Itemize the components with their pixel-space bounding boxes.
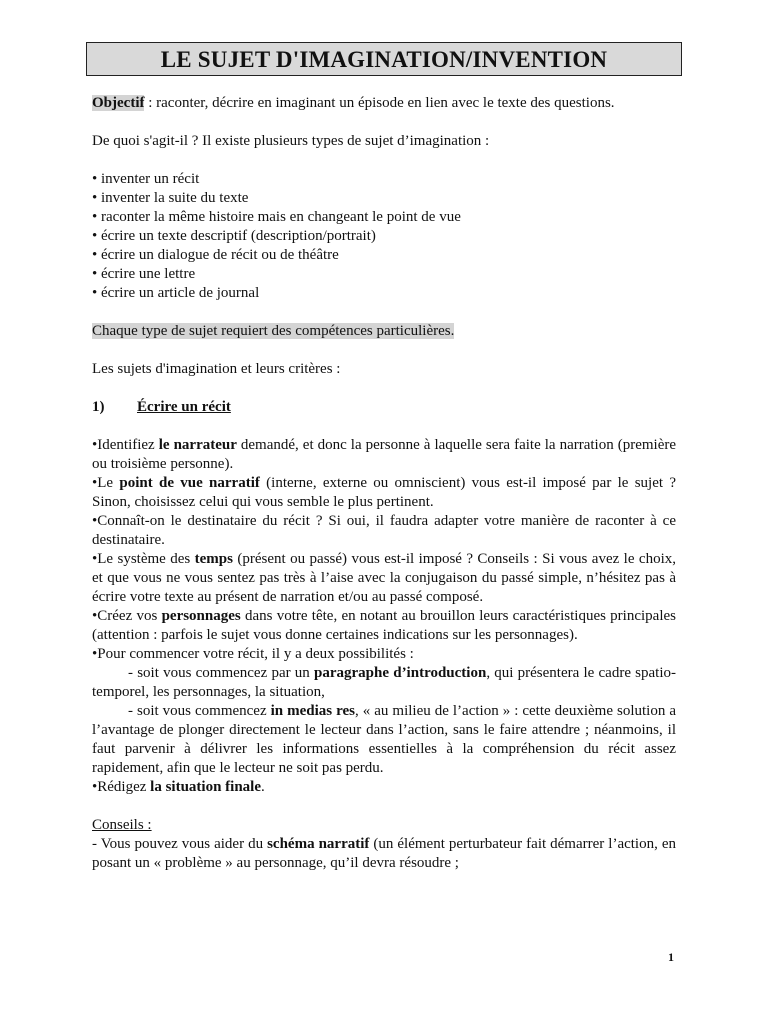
paragraph-schema-narratif: - Vous pouvez vous aider du schéma narratif (un élément perturbateur fait démarrer l’action, en posant un « problème » au personnage, qu’il devra résoudre ; bbox=[92, 836, 676, 871]
paragraph-commencer: •Pour commencer votre récit, il y a deux possibilités : bbox=[92, 646, 414, 662]
objectif-label: Objectif bbox=[92, 95, 145, 111]
list-item: • écrire une lettre bbox=[92, 266, 196, 282]
paragraph-temps: •Le système des temps (présent ou passé) vous est-il imposé ? Conseils : Si vous avez le choix, et que vous ne vous sentez pas très à l’aise avec la conjugaison du passé simple, n’hésitez pas à écrire votre texte au présent de narration et/ou au passé composé. bbox=[92, 551, 676, 605]
document-body bbox=[92, 94, 676, 873]
page-title: LE SUJET D'IMAGINATION/INVENTION bbox=[86, 42, 682, 76]
criteria-intro: Les sujets d'imagination et leurs critères : bbox=[92, 361, 341, 377]
page-number: 1 bbox=[668, 950, 674, 964]
section-title: Écrire un récit bbox=[137, 399, 231, 415]
section-number: 1) bbox=[92, 399, 105, 415]
paragraph-narrateur: •Identifiez le narrateur demandé, et donc la personne à laquelle sera faite la narration (première ou troisième personne). bbox=[92, 437, 677, 472]
conseils-label: Conseils : bbox=[92, 817, 152, 833]
paragraph-introduction: - soit vous commencez par un paragraphe d’introduction, qui présentera le cadre spatio-temporel, les personnages, la situation, bbox=[92, 665, 677, 700]
list-item: • inventer un récit bbox=[92, 171, 200, 187]
list-item: • inventer la suite du texte bbox=[92, 190, 249, 206]
list-item: • raconter la même histoire mais en changeant le point de vue bbox=[92, 209, 461, 225]
highlighted-text: Chaque type de sujet requiert des compétences particulières bbox=[92, 323, 451, 339]
objectif-text: : raconter, décrire en imaginant un épisode en lien avec le texte des questions. bbox=[144, 95, 615, 111]
list-item: • écrire un dialogue de récit ou de théâtre bbox=[92, 247, 339, 263]
question-line: De quoi s'agit-il ? Il existe plusieurs types de sujet d’imagination : bbox=[92, 133, 490, 149]
list-item: • écrire un texte descriptif (description/portrait) bbox=[92, 228, 376, 244]
list-item: • écrire un article de journal bbox=[92, 285, 260, 301]
paragraph-destinataire: •Connaît-on le destinataire du récit ? Si oui, il faudra adapter votre manière de raconter à ce destinataire. bbox=[92, 513, 676, 548]
types-list bbox=[92, 170, 676, 303]
section-heading bbox=[92, 398, 676, 417]
paragraph-personnages: •Créez vos personnages dans votre tête, en notant au brouillon leurs caractéristiques principales (attention : parfois le sujet vous donne certaines indications sur les personnages). bbox=[92, 608, 676, 643]
paragraph-point-de-vue: •Le point de vue narratif (interne, externe ou omniscient) vous est-il imposé par le sujet ? Sinon, choisissez celui qui vous semble le plus pertinent. bbox=[92, 475, 676, 510]
paragraph-situation-finale: •Rédigez la situation finale. bbox=[92, 779, 265, 795]
highlighted-period: . bbox=[450, 323, 455, 339]
objectif-paragraph bbox=[92, 94, 676, 113]
paragraph-medias-res: - soit vous commencez in medias res, « au milieu de l’action » : cette deuxième solution a l’avantage de plonger directement le lecteur dans l’action, sans le faire attendre ; néanmoins, il faut parvenir à délivrer les informations essentielles à la compréhension du récit assez rapidement, afin que le lecteur ne soit pas perdu. bbox=[92, 703, 676, 776]
highlight-paragraph bbox=[92, 322, 676, 341]
